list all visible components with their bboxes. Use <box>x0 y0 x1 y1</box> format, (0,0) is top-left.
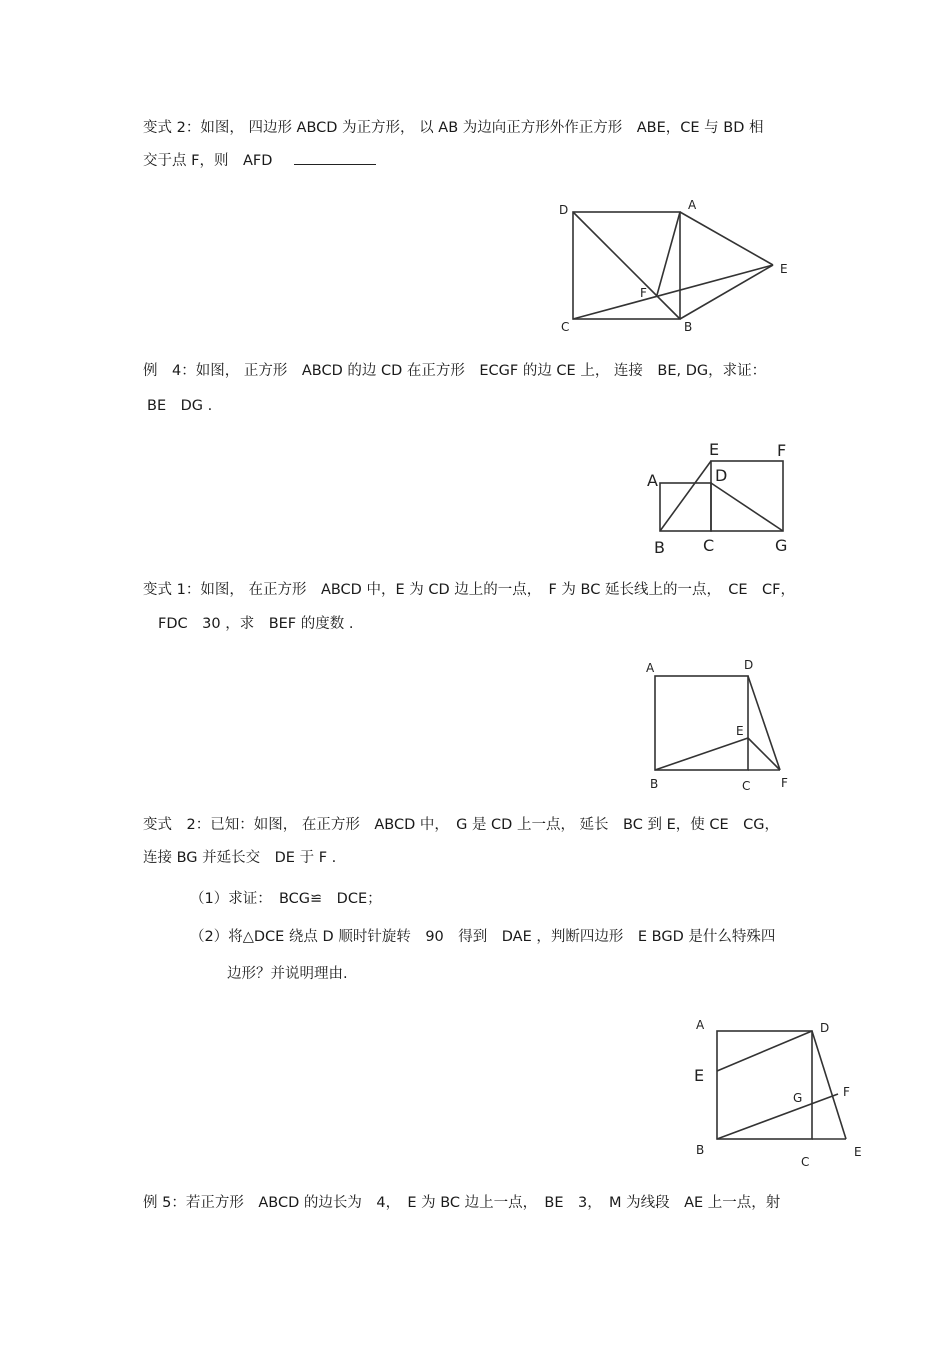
label-e-left: E <box>694 1066 705 1085</box>
label-d: D <box>744 658 754 672</box>
label-a: A <box>646 661 655 675</box>
question-item-2-cont: 边形？并说明理由. <box>227 966 348 982</box>
text-line: 变式 2：已知：如图， 在正方形 ABCD 中， G 是 CD 上一点， 延长 BC 到 E，使 CE CG， <box>143 817 780 833</box>
label-d: D <box>559 203 569 217</box>
label-f: F <box>640 286 647 300</box>
label-e: E <box>736 724 744 738</box>
text-line: 例 4：如图， 正方形 ABCD 的边 CD 在正方形 ECGF 的边 CE 上， 连接 BE, DG，求证： <box>143 363 767 379</box>
label-c: C <box>742 779 751 793</box>
label-c: C <box>703 536 715 555</box>
text-line: 变式 1：如图， 在正方形 ABCD 中，E 为 CD 边上的一点， F 为 BC 延长线上的一点， CE CF， <box>143 582 795 598</box>
label-b: B <box>684 320 693 334</box>
question-item-1: （1）求证： BCG≌ DCE； <box>190 891 382 907</box>
label-c: C <box>801 1155 810 1169</box>
label-d: D <box>715 466 728 485</box>
label-c: C <box>561 320 570 334</box>
segment-de <box>812 1031 846 1139</box>
segment-bf <box>717 1094 838 1139</box>
label-e: E <box>709 440 720 459</box>
label-f: F <box>843 1085 850 1099</box>
label-a: A <box>696 1018 705 1032</box>
text-line: 连接 BG 并延长交 DE 于 F . <box>143 850 337 866</box>
label-a: A <box>688 198 697 212</box>
text-line: FDC 30 ，求 BEF 的度数 . <box>158 616 354 632</box>
label-f: F <box>781 776 788 790</box>
label-f: F <box>777 441 787 460</box>
segment-ed <box>717 1031 812 1071</box>
label-g: G <box>775 536 788 555</box>
label-b: B <box>654 538 665 557</box>
square-abcd <box>717 1031 812 1139</box>
text-segment: 交于点 F，则 AFD <box>143 153 273 169</box>
text-line: 例 5：若正方形 ABCD 的边长为 4， E 为 BC 边上一点， BE 3， M 为线段 AE 上一点，射 <box>143 1195 781 1211</box>
question-item-2: （2）将△DCE 绕点 D 顺时针旋转 90 得到 DAE ，判断四边形 E BGD 是什么特殊四 <box>190 929 776 945</box>
text-line: BE DG . <box>147 398 213 414</box>
text-line: 变式 2：如图， 四边形 ABCD 为正方形， 以 AB 为边向正方形外作正方形 ABE，CE 与 BD 相 <box>143 120 764 136</box>
label-e-right: E <box>854 1145 862 1159</box>
label-e: E <box>780 262 788 276</box>
label-b: B <box>696 1143 705 1157</box>
label-a: A <box>647 471 658 490</box>
label-b: B <box>650 777 659 791</box>
label-g: G <box>793 1091 803 1105</box>
label-d: D <box>820 1021 830 1035</box>
